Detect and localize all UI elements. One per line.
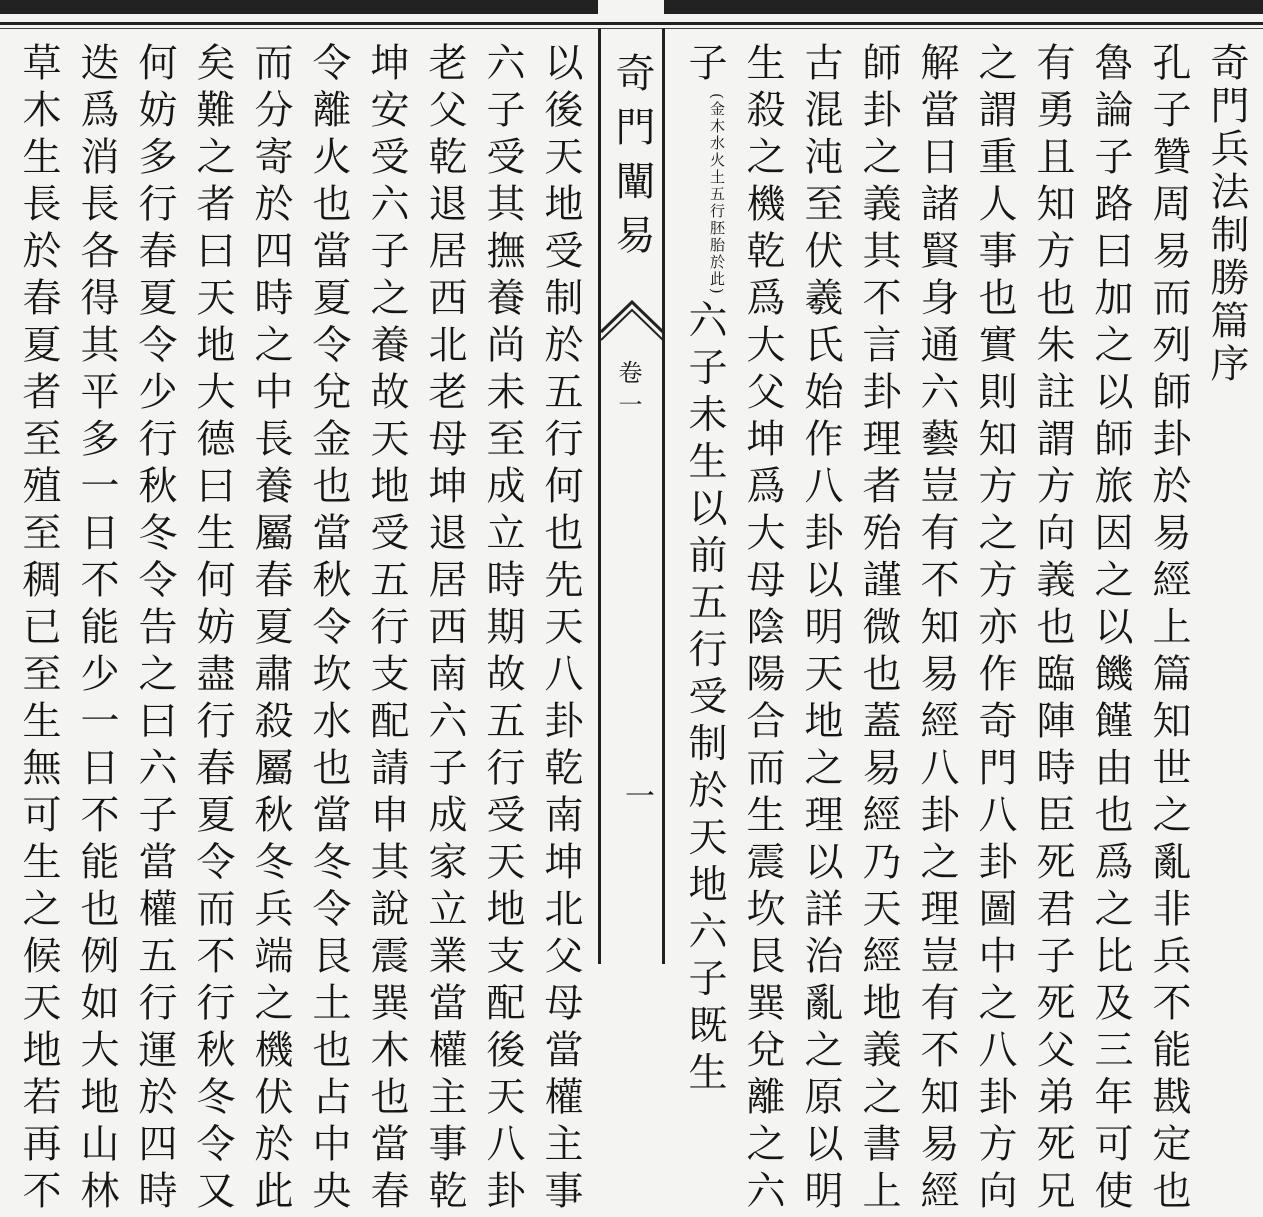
right-page-top-rule [664,0,1263,14]
text-column: 孔子贊周易而列師卦於易經上篇知世之亂非兵不能戡定也 [1146,42,1191,1217]
text-column: 而分寄於四時之中長養屬春夏肅殺屬秋冬兵端之機伏於此 [248,42,293,1217]
text-column: 之謂重人事也實則知方之方亦作奇門八卦圖中之八卦方向 [972,42,1017,1217]
text-column: 生殺之機乾爲大父坤爲大母陰陽合而生震坎艮巽兌離之六 [740,42,785,1217]
text-segment: 子 [682,42,727,89]
page-number: 一 [619,780,654,810]
text-column: 迭爲消長各得其平多一日不能少一日不能也例如大地山林 [74,42,119,1217]
section-heading: 奇門兵法制勝篇序 [1204,42,1249,386]
text-column: 老父乾退居西北老母坤退居西南六子成家立業當權主事乾 [422,42,467,1217]
volume-label: 卷一 [614,360,642,424]
text-column: 六子受其撫養尚未至成立時期故五行受天地支配後天八卦 [480,42,525,1217]
note-line: 行胚胎於此) [708,202,726,296]
note-line: (金木水火土五 [708,93,726,203]
text-column: 草木生長於春夏者至殖至稠已至生無可生之候天地若再不 [16,42,61,1217]
gutter-left-rule [598,28,601,964]
text-column: 矣難之者曰天地大德曰生何妨盡行春夏令而不行秋冬令又 [190,42,235,1217]
text-column-with-note [684,42,725,1099]
text-segment: 六子未生以前五行受制於天地六子既生 [682,299,727,1099]
interlinear-note [708,93,725,296]
frame-top-rule [0,22,1263,25]
text-column: 師卦之義其不言卦理者殆謹微也蓋易經乃天經地義之書上 [856,42,901,1217]
frame-top-inner-rule [0,28,1263,29]
text-column: 令離火也當夏令兌金也當秋令坎水也當冬令艮土也占中央 [306,42,351,1217]
text-column: 有勇且知方也朱註謂方向義也臨陣時臣死君子死父弟死兄 [1030,42,1075,1217]
text-column: 何妨多行春夏令少行秋冬令告之曰六子當權五行運於四時 [132,42,177,1217]
text-column: 解當日諸賢身通六藝豈有不知易經八卦之理豈有不知易經 [914,42,959,1217]
gutter-right-rule [662,28,665,964]
text-column: 以後天地受制於五行何也先天八卦乾南坤北父母當權主事 [538,42,583,1217]
text-column: 坤安受六子之養故天地受五行支配請申其說震巽木也當春 [364,42,409,1217]
left-page-top-rule [0,0,598,14]
book-title: 奇門闡易 [609,52,655,268]
text-column: 魯論子路曰加之以師旅因之以饑饉由也爲之比及三年可使 [1088,42,1133,1217]
text-column: 古混沌至伏羲氏始作八卦以明天地之理以詳治亂之原以明 [798,42,843,1217]
